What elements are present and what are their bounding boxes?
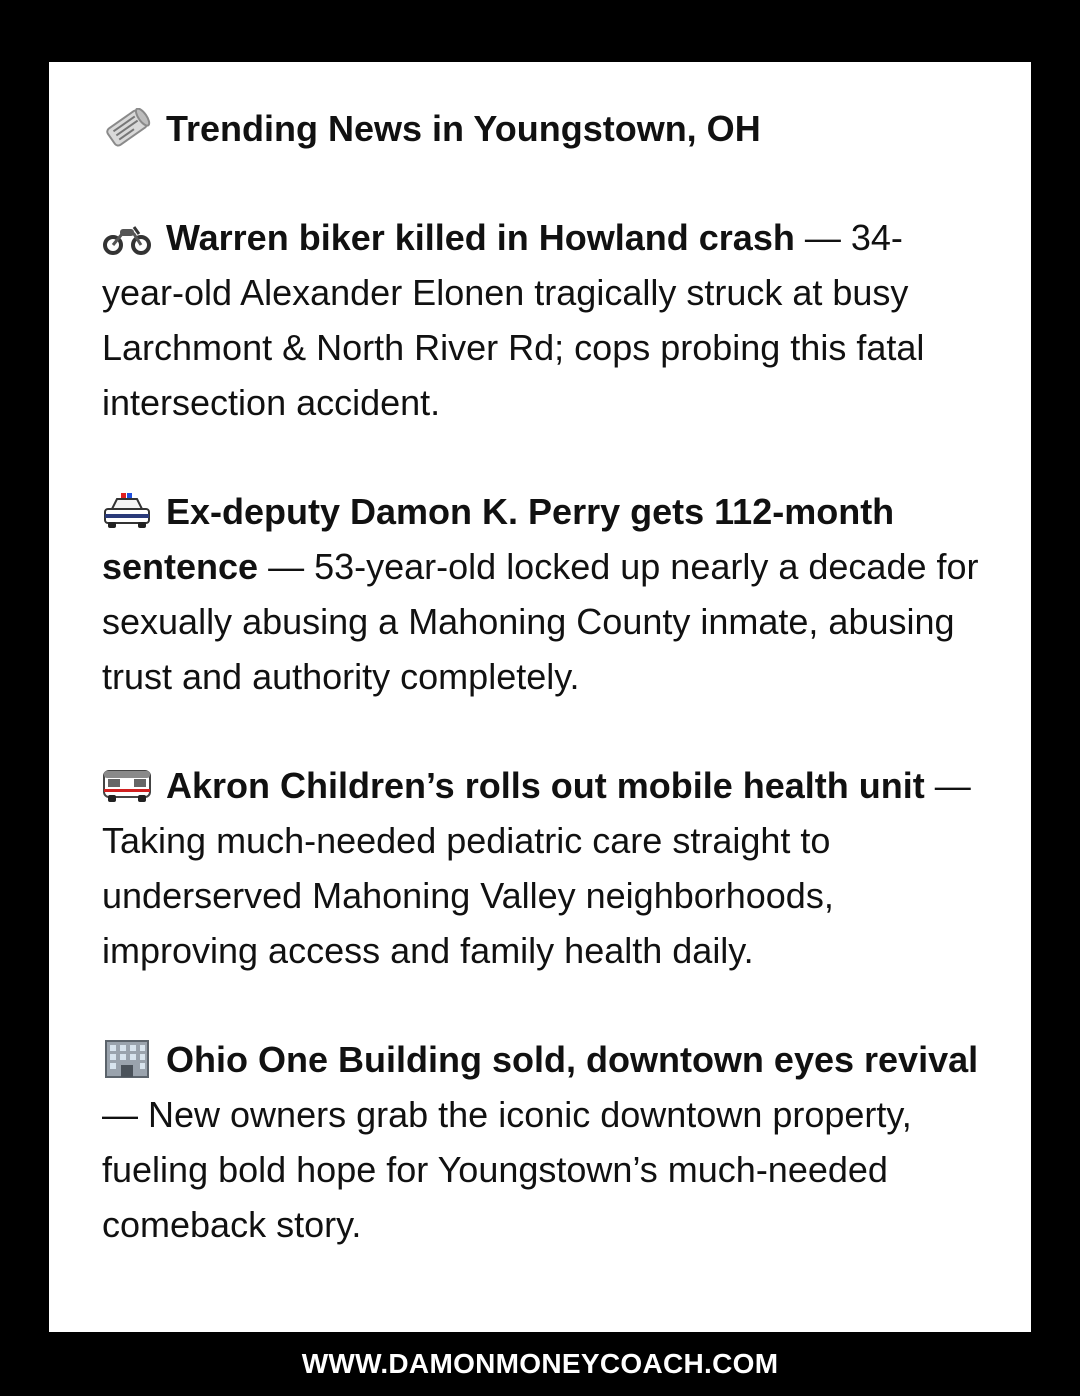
office-building-icon	[102, 1039, 152, 1079]
police-car-icon	[102, 491, 152, 531]
page-title	[102, 104, 982, 154]
news-separator: —	[794, 217, 851, 258]
news-headline: Ex-deputy Damon K. Perry gets 112-month sentence	[102, 491, 895, 587]
news-headline: Warren biker killed in Howland crash	[166, 217, 795, 258]
news-content	[102, 104, 982, 1252]
news-summary: Taking much-needed pediatric care straight to underserved Mahoning Valley neighborhoods, improving access and family health daily.	[102, 820, 834, 971]
news-summary: 34-year-old Alexander Elonen tragically struck at busy Larchmont & North River Rd; cops probing this fatal intersection accident.	[102, 217, 925, 423]
news-item	[102, 758, 982, 978]
news-item	[102, 210, 982, 430]
news-item	[102, 484, 982, 704]
newspaper-icon	[102, 108, 152, 148]
news-headline: Akron Children’s rolls out mobile health unit	[166, 765, 925, 806]
news-summary: 53-year-old locked up nearly a decade for sexually abusing a Mahoning County inmate, abusing trust and authority completely.	[102, 546, 979, 697]
website-footer: WWW.DAMONMONEYCOACH.COM	[301, 1348, 779, 1379]
news-item	[102, 1032, 982, 1252]
news-separator: —	[924, 765, 971, 806]
news-headline: Ohio One Building sold, downtown eyes revival	[166, 1039, 979, 1080]
ambulance-icon	[102, 765, 152, 805]
motorcycle-icon	[102, 217, 152, 257]
news-summary: New owners grab the iconic downtown property, fueling bold hope for Youngstown’s much-needed comeback story.	[102, 1094, 912, 1245]
page-title-text: Trending News in Youngstown, OH	[166, 108, 761, 149]
news-separator: —	[102, 1094, 149, 1135]
news-separator: —	[258, 546, 315, 587]
news-card	[49, 62, 1031, 1332]
